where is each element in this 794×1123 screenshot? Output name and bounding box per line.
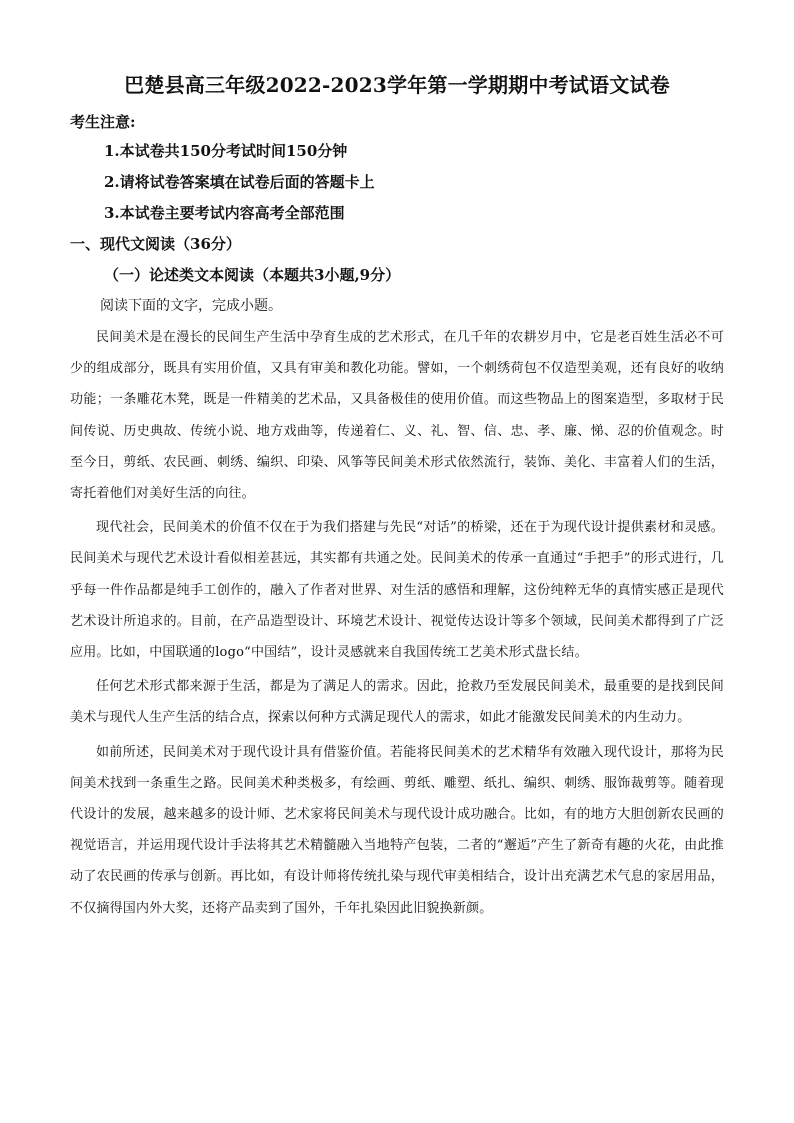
passage-paragraph: 民间美术是在漫长的民间生产生活中孕育生成的艺术形式，在几千年的农耕岁月中，它是老百姓生活必不可少的组成部分，既具有实用价值，又具有审美和教化功能。譬如，一个刺绣荷包不仅造型美观，还有良好的收纳功能；一条雕花木凳，既是一件精美的艺术品，又具备极佳的使用价值。而这些物品上的图案造型，多取材于民间传说、历史典故、传统小说、地方戏曲等，传递着仁、义、礼、智、信、忠、孝、廉、悌、忍的价值观念。时至今日，剪纸、农民画、刺绣、编织、印染、风筝等民间美术形式依然流行，装饰、美化、丰富着人们的生活，寄托着他们对美好生活的向往。: [70, 330, 724, 502]
reading-instruction: 阅读下面的文字，完成小题。: [100, 298, 282, 314]
notice-item: 3.本试卷主要考试内容高考全部范围: [104, 204, 345, 222]
notice-item: 2.请将试卷答案填在试卷后面的答题卡上: [104, 173, 375, 191]
section-heading: 一、现代文阅读（36分）: [70, 235, 241, 253]
passage-paragraph: 任何艺术形式都来源于生活，都是为了满足人的需求。因此，抢救乃至发展民间美术，最重要的是找到民间美术与现代人生产生活的结合点，探索以何种方式满足现代人的需求，如此才能激发民间美术的内生动力。: [70, 679, 724, 726]
notice-list: [70, 136, 724, 229]
notice-item: 1.本试卷共150分考试时间150分钟: [104, 142, 348, 160]
exam-title: 巴楚县高三年级2022-2023学年第一学期期中考试语文试卷: [124, 73, 670, 97]
subsection-heading: （一）论述类文本阅读（本题共3小题,9分）: [104, 266, 401, 284]
passage-paragraph: 现代社会，民间美术的价值不仅在于为我们搭建与先民“对话”的桥梁，还在于为现代设计提供素材和灵感。民间美术与现代艺术设计看似相差甚远，其实都有共通之处。民间美术的传承一直通过“手把手”的形式进行，几乎每一件作品都是纯手工创作的，融入了作者对世界、对生活的感悟和理解，这份纯粹无华的真情实感正是现代艺术设计所追求的。目前，在产品造型设计、环境艺术设计、视觉传达设计等多个领域，民间美术都得到了广泛应用。比如，中国联通的logo“中国结”，设计灵感就来自我国传统工艺美术形式盘长结。: [70, 520, 724, 661]
reading-passage: [70, 322, 724, 924]
notice-heading: 考生注意:: [70, 113, 136, 131]
passage-paragraph: 如前所述，民间美术对于现代设计具有借鉴价值。若能将民间美术的艺术精华有效融入现代设计，那将为民间美术找到一条重生之路。民间美术种类极多，有绘画、剪纸、雕塑、纸扎、编织、刺绣、服饰裁剪等。随着现代设计的发展，越来越多的设计师、艺术家将民间美术与现代设计成功融合。比如，有的地方大胆创新农民画的视觉语言，并运用现代设计手法将其艺术精髓融入当地特产包装，二者的“邂逅”产生了新奇有趣的火花，由此推动了农民画的传承与创新。再比如，有设计师将传统扎染与现代审美相结合，设计出充满艺术气息的家居用品，不仅摘得国内外大奖，还将产品卖到了国外，千年扎染因此旧貌换新颜。: [70, 744, 724, 916]
